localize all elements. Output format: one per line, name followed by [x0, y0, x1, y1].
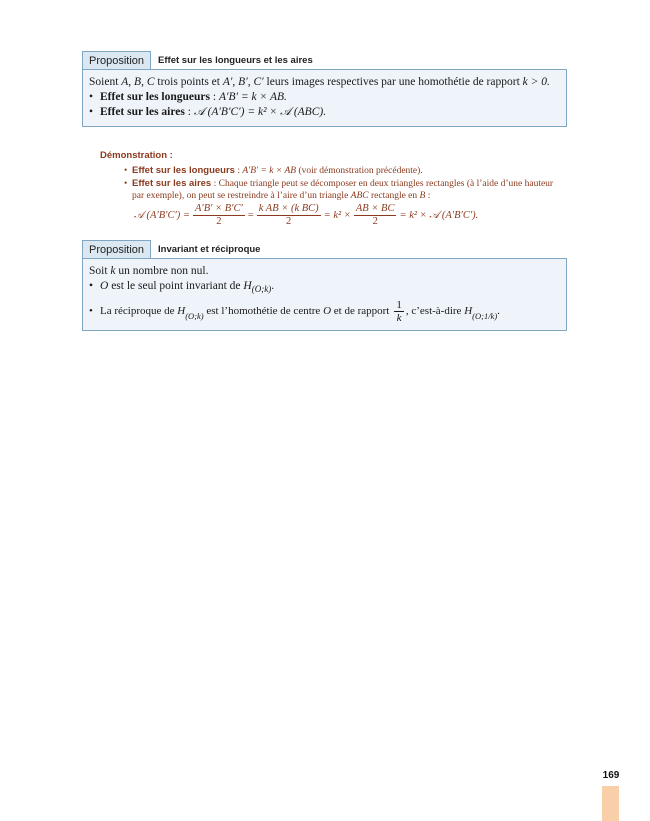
proposition-title: Invariant et réciproque — [158, 244, 261, 255]
proposition-header — [82, 51, 313, 69]
fraction: $\frac{AB \times BC}{2}$ — [355, 203, 395, 227]
list-item: • Effet sur les aires : Chaque triangle peut se décomposer en deux triangles rectangles (à l’aide d’une hauteur par exemple), on peut se restreindre à l’aire d’un triangle ABC rectangle en B : — [124, 178, 554, 201]
proposition-tag: Proposition — [82, 51, 151, 69]
fraction: $\frac{A'B' \times B'C'}{2}$ — [194, 203, 243, 227]
proposition-title: Effet sur les longueurs et les aires — [158, 55, 313, 66]
fraction: $\frac{\text{k AB × (k BC)}}{2}$ — [258, 203, 319, 227]
demonstration-title: Démonstration : — [100, 150, 173, 161]
proposition-header — [82, 240, 260, 258]
fraction: $\frac{1}{k}$ — [396, 299, 402, 325]
list-item: • La réciproque de H $_{(O;k)}$ est l’homothétie de centre O et de rapport $\frac{1}{k}$ , c’est-à-dire H $_{(O;1/k)}$ . — [89, 299, 500, 325]
proposition-tag: Proposition — [82, 240, 151, 258]
page-tab-marker — [602, 786, 619, 821]
page-number: 169 — [602, 770, 620, 781]
area-formula: 𝒜 (A′B′C′) = $\frac{A'B' \times B'C'}{2}$ = $\frac{\text{k AB × (k BC)}}{2}$ = k² × $\frac{AB \times BC}{2}$ = k² × 𝒜 (A′B′C′). — [134, 203, 479, 227]
list-item: • Effet sur les aires : 𝒜 (A′B′C′) = k² × 𝒜 (ABC). — [89, 106, 327, 118]
list-item: • O est le seul point invariant de $H_{(O;k)}$. — [89, 280, 275, 295]
list-item: • Effet sur les longueurs : A′B′ = k × AB (voir démonstration précédente). — [124, 165, 423, 176]
proposition-box — [82, 69, 567, 127]
demonstration — [100, 150, 565, 228]
proposition-statement: Soit k un nombre non nul. — [89, 265, 209, 277]
proposition-box — [82, 258, 567, 331]
list-item: • Effet sur les longueurs : A′B′ = k × AB. — [89, 91, 287, 103]
proposition-statement: Soient A, B, C trois points et A′, B′, C′ leurs images respectives par une homothétie de rapport k > 0. — [89, 76, 550, 88]
